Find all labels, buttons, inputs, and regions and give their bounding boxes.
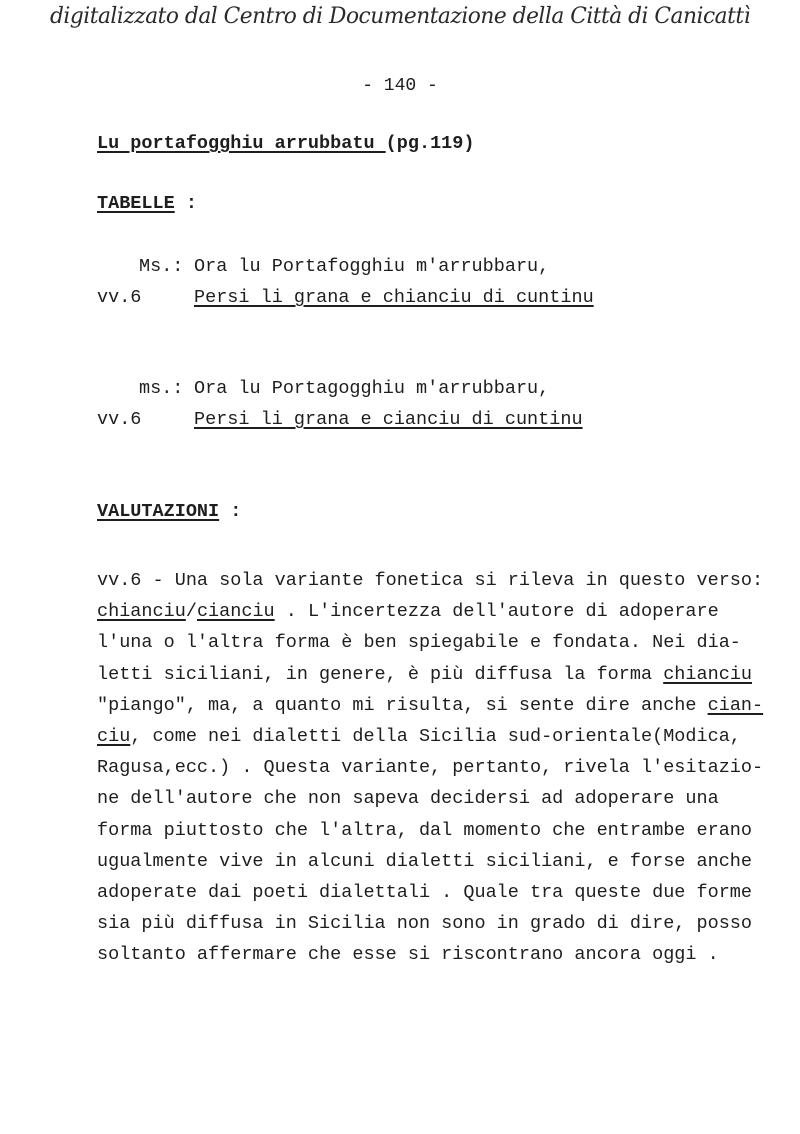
paragraph-line: vv.6 - Una sola variante fonetica si rileva in questo verso: <box>97 570 764 591</box>
section-title-text: Lu portafogghiu arrubbatu <box>97 133 386 154</box>
table2-line2: Persi li grana e cianciu di cuntinu <box>194 409 583 430</box>
tabelle-heading: TABELLE : <box>97 193 197 214</box>
tabelle-heading-text: TABELLE <box>97 193 175 214</box>
paragraph-line: soltanto affermare che esse si riscontrano ancora oggi . <box>97 944 719 966</box>
digitization-header: digitalizzato dal Centro di Documentazione della Città di Canicattì <box>49 4 751 29</box>
valutazioni-heading-text: VALUTAZIONI <box>97 501 220 522</box>
paragraph-line: Ragusa,ecc.) . Questa variante, pertanto, rivela l'esitazio- <box>97 757 764 779</box>
paragraph-line: ciu, come nei dialetti della Sicilia sud-orientale(Modica, <box>97 725 741 747</box>
table1-label1: Ms.: <box>139 256 184 277</box>
table2-line1: Ora lu Portagogghiu m'arrubbaru, <box>194 378 550 399</box>
table1-line2: Persi li grana e chianciu di cuntinu <box>194 287 594 308</box>
section-title <box>97 133 474 154</box>
table2-label1: ms.: <box>139 378 184 399</box>
valutazioni-heading: VALUTAZIONI : <box>97 501 242 522</box>
page-number: - 140 - <box>362 76 438 96</box>
paragraph-line: chianciu/cianciu . L'incertezza dell'autore di adoperare <box>97 601 719 623</box>
paragraph-line: "piango", ma, a quanto mi risulta, si sente dire anche cian- <box>97 694 764 716</box>
valutazioni-paragraph <box>97 565 764 970</box>
paragraph-line: letti siciliani, in genere, è più diffusa la forma chianciu <box>97 663 753 685</box>
paragraph-line: ugualmente vive in alcuni dialetti siciliani, e forse anche <box>97 850 753 872</box>
table1-label2: vv.6 <box>97 287 142 308</box>
table2-label2: vv.6 <box>97 409 142 430</box>
paragraph-line: sia più diffusa in Sicilia non sono in grado di dire, posso <box>97 913 753 935</box>
paragraph-line: l'una o l'altra forma è ben spiegabile e fondata. Nei dia- <box>97 632 741 654</box>
paragraph-line: forma piuttosto che l'altra, dal momento che entrambe erano <box>97 819 753 841</box>
section-title-ref: (pg.119) <box>385 133 475 154</box>
paragraph-line: adoperate dai poeti dialettali . Quale tra queste due forme <box>97 881 753 903</box>
paragraph-line: ne dell'autore che non sapeva decidersi ad adoperare una <box>97 788 719 810</box>
table1-line1: Ora lu Portafogghiu m'arrubbaru, <box>194 256 550 277</box>
